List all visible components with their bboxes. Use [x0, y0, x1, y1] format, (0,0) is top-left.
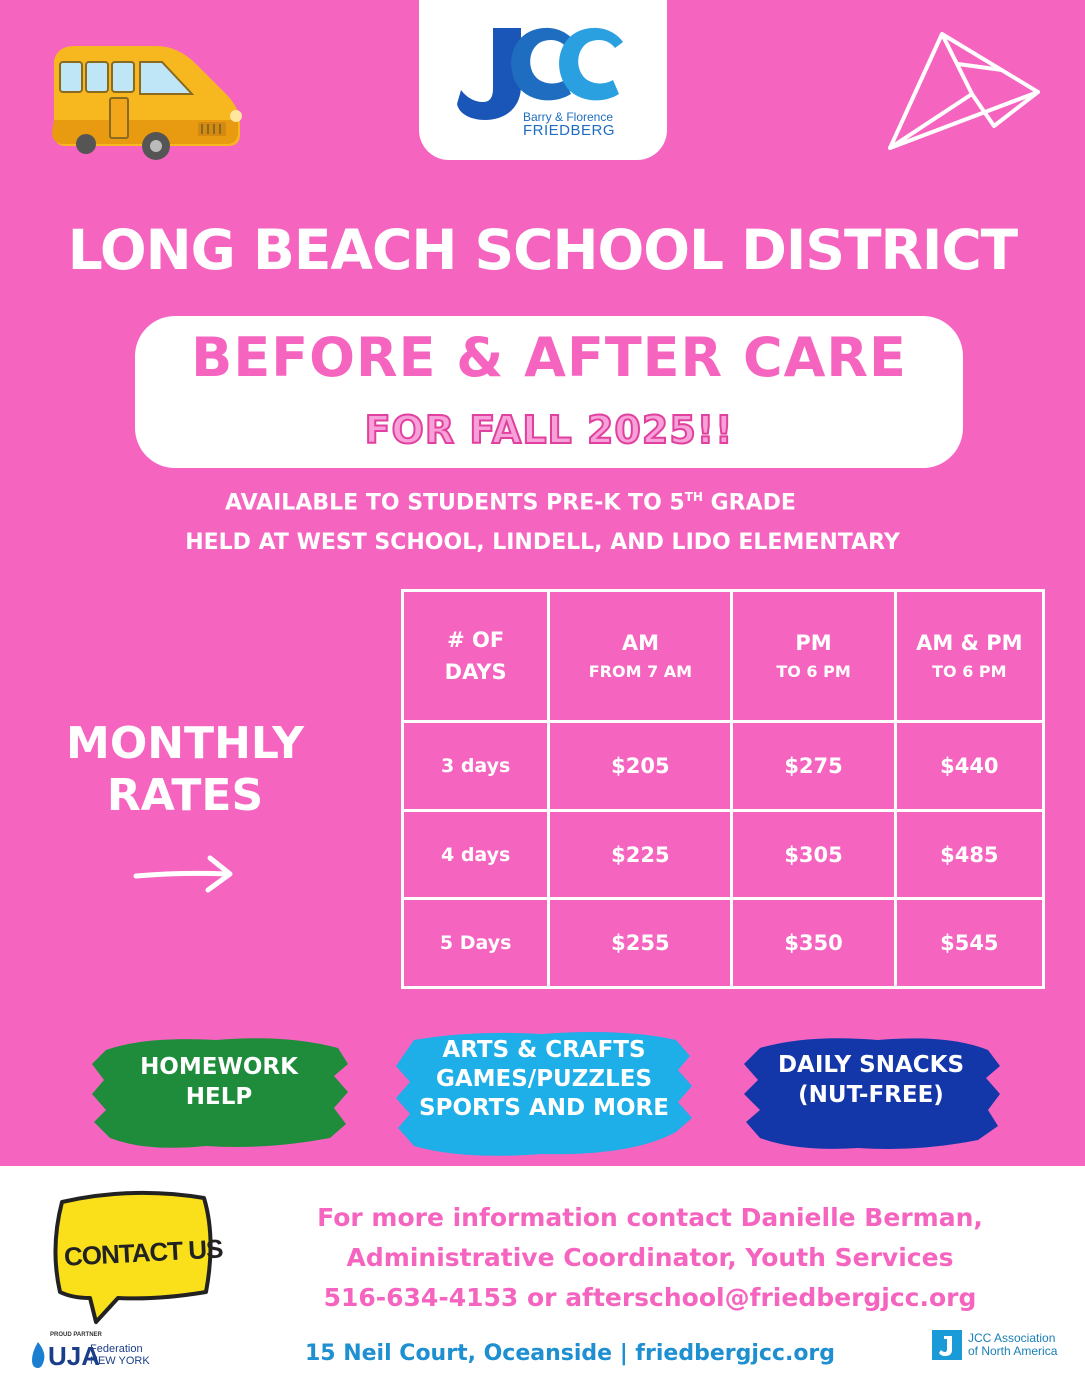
jcca-j-icon [932, 1330, 962, 1360]
table-row [403, 899, 1044, 988]
header-pm-sub: TO 6 PM [776, 662, 851, 681]
cell-days: 5 Days [403, 899, 549, 988]
uja-federation-text [90, 1343, 150, 1367]
footer [0, 1166, 1085, 1400]
header-ampm-main: AM & PM [916, 631, 1023, 655]
header-ampm [895, 591, 1043, 722]
arrow-right-icon [132, 852, 236, 896]
feature-activities-line1: ARTS & CRAFTS [442, 1037, 646, 1063]
jcc-logo-mark-icon [455, 22, 635, 122]
contact-us-label: CONTACT US [63, 1233, 224, 1272]
feature-snacks-line1: DAILY SNACKS [777, 1052, 965, 1078]
feature-activities-line2: GAMES/PUZZLES [435, 1066, 653, 1092]
header-pm-main: PM [795, 631, 832, 655]
feature-snacks-line2: (NUT-FREE) [798, 1082, 944, 1108]
header-am [549, 591, 732, 722]
feature-homework-line1: HOMEWORK [140, 1054, 298, 1080]
flame-icon [30, 1342, 46, 1368]
rates-table [401, 589, 1045, 989]
contact-info-line3[interactable]: 516-634-4153 or afterschool@friedbergjcc.org [323, 1283, 977, 1312]
header-am-main: AM [621, 631, 659, 655]
feature-homework-line2: HELP [185, 1084, 253, 1110]
school-bus-icon [46, 40, 246, 168]
feature-activities [392, 1026, 696, 1164]
header-days-line1: # OF [447, 628, 505, 652]
cell-am-price: $205 [549, 722, 732, 811]
header-days-line2: DAYS [444, 660, 507, 684]
header-days [403, 591, 549, 722]
availability-prefix: AVAILABLE TO STUDENTS PRE-K TO 5 [225, 490, 685, 516]
contact-us-badge[interactable] [48, 1188, 224, 1330]
cell-ampm-price: $545 [895, 899, 1043, 988]
contact-info-line1: For more information contact Danielle Berman, [317, 1203, 983, 1232]
jcca-line2: of North America [968, 1344, 1058, 1358]
monthly-rates-line2: RATES [106, 770, 264, 821]
table-row [403, 722, 1044, 811]
jcca-line1: JCC Association [968, 1331, 1056, 1345]
header-ampm-sub: TO 6 PM [932, 662, 1007, 681]
contact-info-line2: Administrative Coordinator, Youth Services [346, 1243, 954, 1272]
cell-pm-price: $350 [732, 899, 895, 988]
cell-am-price: $255 [549, 899, 732, 988]
uja-fed-line2: NEW YORK [90, 1355, 150, 1367]
cell-ampm-price: $440 [895, 722, 1043, 811]
monthly-rates-line1: MONTHLY [66, 718, 304, 769]
header-am-sub: FROM 7 AM [588, 662, 693, 681]
location-text: HELD AT WEST SCHOOL, LINDELL, AND LIDO ELEMENTARY [185, 530, 900, 555]
jcca-text [968, 1332, 1057, 1358]
monthly-rates-label [30, 718, 340, 822]
care-subtitle: FOR FALL 2025!! [364, 408, 734, 452]
paper-plane-icon [882, 30, 1042, 160]
page-title: LONG BEACH SCHOOL DISTRICT [67, 218, 1018, 282]
table-header-row [403, 591, 1044, 722]
cell-pm-price: $275 [732, 722, 895, 811]
care-title: BEFORE & AFTER CARE [191, 326, 907, 389]
care-banner [135, 316, 963, 468]
logo-subtitle-line1: Barry & Florence [523, 110, 614, 124]
feature-activities-line3: SPORTS AND MORE [419, 1095, 669, 1121]
availability-text [0, 490, 1053, 515]
cell-am-price: $225 [549, 811, 732, 899]
address-text[interactable]: 15 Neil Court, Oceanside | friedbergjcc.org [304, 1341, 836, 1366]
uja-name: UJA [48, 1341, 101, 1371]
availability-suffix: GRADE [702, 490, 796, 516]
availability-sup: TH [684, 490, 703, 504]
header-pm [732, 591, 895, 722]
cell-ampm-price: $485 [895, 811, 1043, 899]
logo-subtitle-line2: FRIEDBERG [523, 122, 616, 139]
feature-snacks [738, 1030, 1004, 1156]
jcc-logo[interactable] [419, 0, 667, 160]
table-row [403, 811, 1044, 899]
cell-days: 4 days [403, 811, 549, 899]
uja-partner-label: PROUD PARTNER [50, 1332, 102, 1338]
uja-fed-line1: Federation [90, 1343, 143, 1355]
cell-pm-price: $305 [732, 811, 895, 899]
cell-days: 3 days [403, 722, 549, 811]
feature-homework [86, 1030, 352, 1156]
